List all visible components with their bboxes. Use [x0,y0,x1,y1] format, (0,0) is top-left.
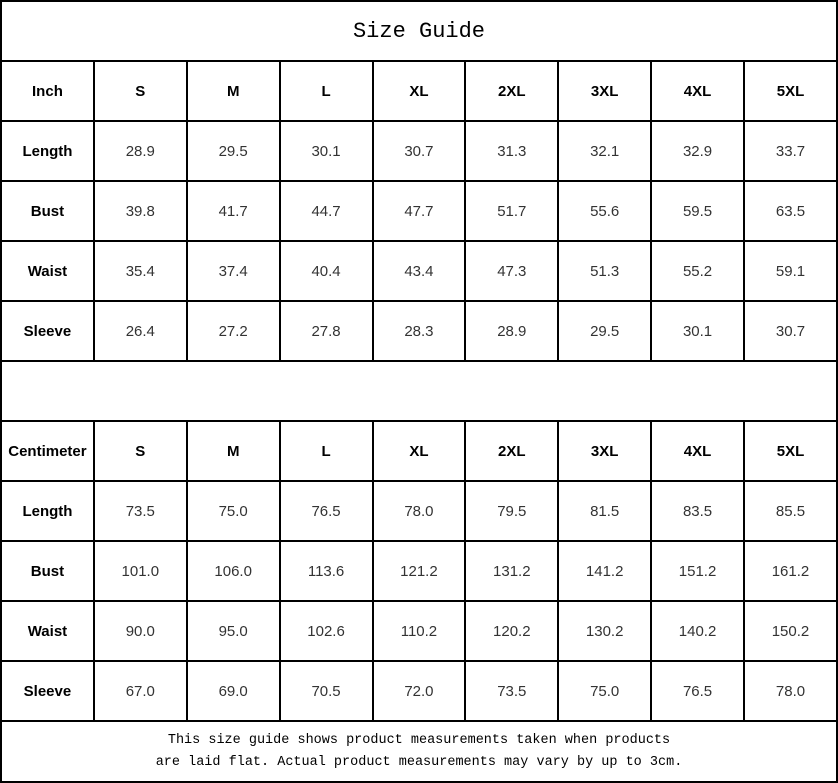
measurement-cell: 141.2 [558,541,651,601]
measurement-cell: 63.5 [744,181,837,241]
measurement-cell: 101.0 [94,541,187,601]
row-label-sleeve: Sleeve [1,301,94,361]
measurement-cell: 33.7 [744,121,837,181]
inch-length-row [1,121,837,181]
measurement-cell: 30.7 [744,301,837,361]
row-label-sleeve: Sleeve [1,661,94,721]
size-header-m: M [187,61,280,121]
measurement-cell: 37.4 [187,241,280,301]
measurement-cell: 27.8 [280,301,373,361]
measurement-cell: 55.2 [651,241,744,301]
size-header-3xl: 3XL [558,421,651,481]
measurement-cell: 73.5 [94,481,187,541]
measurement-cell: 83.5 [651,481,744,541]
measurement-cell: 41.7 [187,181,280,241]
size-header-4xl: 4XL [651,421,744,481]
measurement-cell: 47.7 [373,181,466,241]
inch-sleeve-row [1,301,837,361]
measurement-cell: 131.2 [465,541,558,601]
cm-header-row [1,421,837,481]
measurement-cell: 130.2 [558,601,651,661]
inch-bust-row [1,181,837,241]
measurement-cell: 81.5 [558,481,651,541]
measurement-cell: 70.5 [280,661,373,721]
measurement-cell: 32.9 [651,121,744,181]
measurement-cell: 161.2 [744,541,837,601]
size-header-s: S [94,61,187,121]
row-label-length: Length [1,481,94,541]
measurement-cell: 26.4 [94,301,187,361]
measurement-cell: 140.2 [651,601,744,661]
measurement-cell: 75.0 [558,661,651,721]
row-label-waist: Waist [1,601,94,661]
measurement-cell: 51.3 [558,241,651,301]
measurement-cell: 59.1 [744,241,837,301]
measurement-cell: 76.5 [651,661,744,721]
measurement-cell: 31.3 [465,121,558,181]
size-header-xl: XL [373,61,466,121]
measurement-cell: 40.4 [280,241,373,301]
inch-waist-row [1,241,837,301]
spacer-row [1,361,837,421]
page-title: Size Guide [1,1,837,61]
measurement-cell: 30.7 [373,121,466,181]
measurement-cell: 28.3 [373,301,466,361]
measurement-cell: 30.1 [280,121,373,181]
cm-bust-row [1,541,837,601]
measurement-cell: 59.5 [651,181,744,241]
measurement-cell: 73.5 [465,661,558,721]
measurement-cell: 90.0 [94,601,187,661]
measurement-cell: 72.0 [373,661,466,721]
size-header-5xl: 5XL [744,421,837,481]
footer-note-line2: are laid flat. Actual product measurements may vary by up to 3cm. [155,754,683,770]
size-header-l: L [280,421,373,481]
size-header-5xl: 5XL [744,61,837,121]
measurement-cell: 75.0 [187,481,280,541]
measurement-cell: 79.5 [465,481,558,541]
cm-waist-row [1,601,837,661]
measurement-cell: 28.9 [94,121,187,181]
spacer-cell [1,361,837,421]
measurement-cell: 110.2 [373,601,466,661]
title-row [1,1,837,61]
row-label-waist: Waist [1,241,94,301]
cm-unit-header: Centimeter [1,421,94,481]
size-header-l: L [280,61,373,121]
cm-sleeve-row [1,661,837,721]
row-label-length: Length [1,121,94,181]
measurement-cell: 95.0 [187,601,280,661]
measurement-cell: 55.6 [558,181,651,241]
measurement-cell: 113.6 [280,541,373,601]
row-label-bust: Bust [1,541,94,601]
measurement-cell: 27.2 [187,301,280,361]
footer-note-line1: This size guide shows product measurements taken when products [167,732,671,748]
measurement-cell: 85.5 [744,481,837,541]
size-header-4xl: 4XL [651,61,744,121]
row-label-bust: Bust [1,181,94,241]
inch-header-row [1,61,837,121]
measurement-cell: 69.0 [187,661,280,721]
measurement-cell: 44.7 [280,181,373,241]
measurement-cell: 29.5 [558,301,651,361]
measurement-cell: 106.0 [187,541,280,601]
measurement-cell: 121.2 [373,541,466,601]
inch-unit-header: Inch [1,61,94,121]
measurement-cell: 35.4 [94,241,187,301]
measurement-cell: 51.7 [465,181,558,241]
measurement-cell: 32.1 [558,121,651,181]
measurement-cell: 78.0 [744,661,837,721]
measurement-cell: 120.2 [465,601,558,661]
measurement-cell: 76.5 [280,481,373,541]
measurement-cell: 102.6 [280,601,373,661]
measurement-cell: 150.2 [744,601,837,661]
footer-row [1,721,837,782]
footer-note [1,721,837,782]
size-header-m: M [187,421,280,481]
cm-length-row [1,481,837,541]
size-header-3xl: 3XL [558,61,651,121]
size-header-2xl: 2XL [465,421,558,481]
measurement-cell: 78.0 [373,481,466,541]
measurement-cell: 28.9 [465,301,558,361]
measurement-cell: 67.0 [94,661,187,721]
measurement-cell: 43.4 [373,241,466,301]
measurement-cell: 47.3 [465,241,558,301]
size-header-xl: XL [373,421,466,481]
size-header-2xl: 2XL [465,61,558,121]
measurement-cell: 39.8 [94,181,187,241]
measurement-cell: 151.2 [651,541,744,601]
measurement-cell: 29.5 [187,121,280,181]
size-header-s: S [94,421,187,481]
measurement-cell: 30.1 [651,301,744,361]
